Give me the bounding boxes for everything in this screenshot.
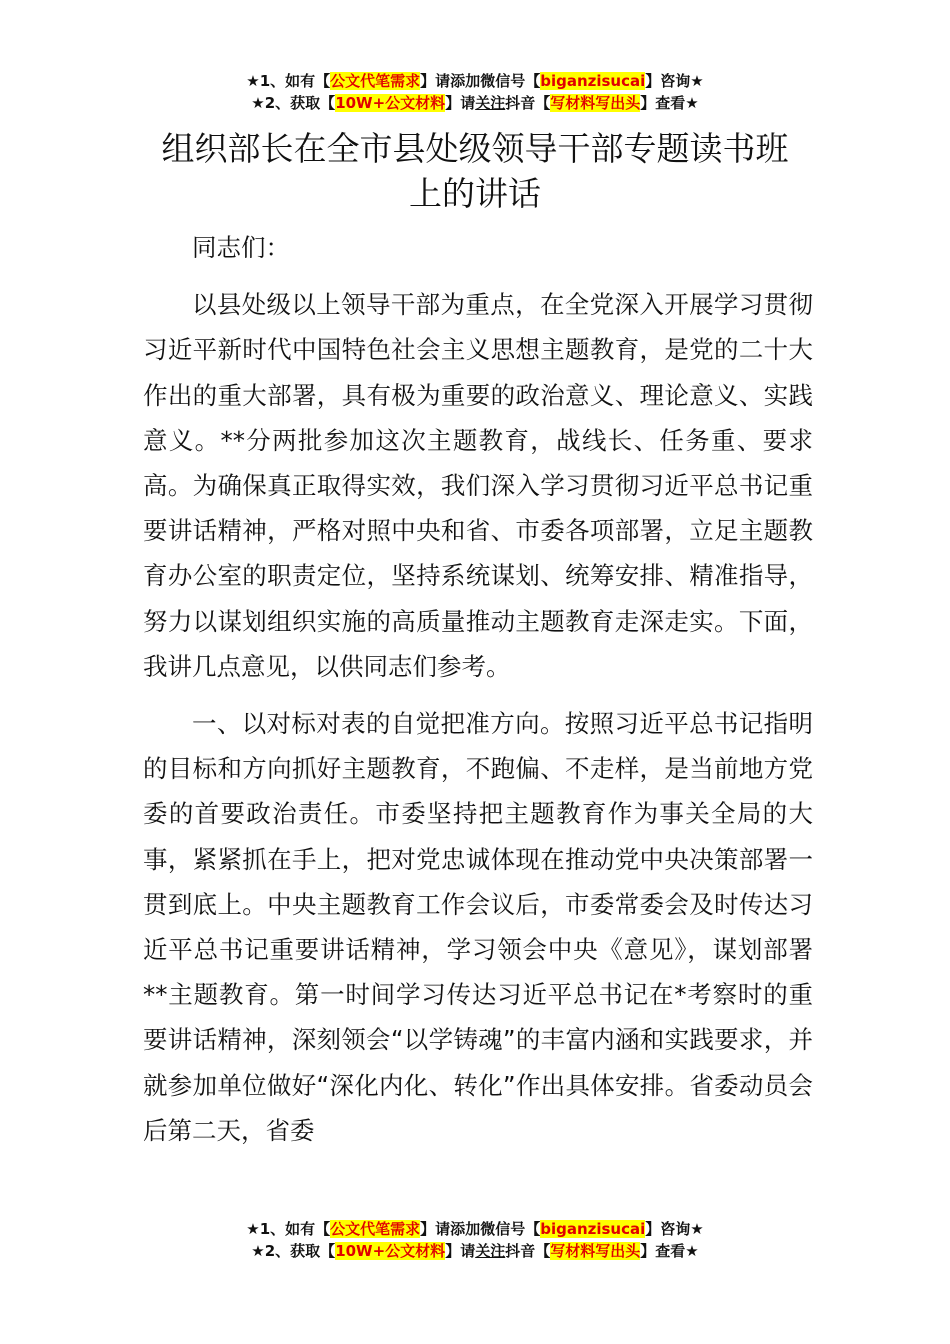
promo-text: 微信号【 — [480, 72, 541, 90]
promo-text: 】咨询★ — [645, 72, 704, 90]
promo-text: 】请添 — [420, 72, 466, 90]
paragraph: 以县处级以上领导干部为重点，在全党深入开展学习贯彻习近平新时代中国特色社会主义思想主题教育，是党的二十大作出的重大部署，具有极为重要的政治意义、理论意义、实践意义。**分两批参加这次主题教育，战线长、任务重、要求高。为确保真正取得实效，我们深入学习贯彻习近平总书记重要讲话精神，严格对照中央和省、市委各项部署，立足主题教育办公室的职责定位，坚持系统谋划、统筹安排、精准指导，努力以谋划组织实施的高质量推动主题教育走深走实。下面，我讲几点意见，以供同志们参考。 — [143, 290, 813, 681]
promo-text: 】请 — [445, 1242, 476, 1260]
promo-emphasis: 加 — [465, 1220, 481, 1238]
paragraph: 一、以对标对表的自觉把准方向。按照习近平总书记指明的目标和方向抓好主题教育，不跑偏、不走样，是当前地方党委的首要政治责任。市委坚持把主题教育作为事关全局的大事，紧紧抓在手上，把对党忠诚体现在推动党中央决策部署一贯到底上。中央主题教育工作会议后，市委常委会及时传达习近平总书记重要讲话精神，学习领会中央《意见》，谋划部署**主题教育。第一时间学习传达习近平总书记在*考察时的重要讲话精神，深刻领会“以学铸魂”的丰富内涵和实践要求，并就参加单位做好“深化内化、转化”作出具体安排。省委动员会后第二天，省委 — [143, 709, 813, 1145]
promo-emphasis: 关注 — [475, 94, 506, 112]
promo-text: ★1、如有【 — [246, 1220, 331, 1238]
promo-text: ★2、获取【 — [251, 94, 336, 112]
header-promo-banner — [0, 70, 950, 114]
promo-line-1 — [0, 70, 950, 92]
title-line-2: 上的讲话 — [409, 174, 541, 213]
promo-text: 抖音【 — [505, 1242, 551, 1260]
promo-highlight: 公文代笔需求 — [330, 1220, 421, 1238]
promo-text: 抖音【 — [505, 94, 551, 112]
promo-text: 】请 — [445, 94, 476, 112]
document-body — [143, 225, 813, 1165]
promo-highlight: 10W+公文材料 — [335, 94, 446, 112]
promo-line-2 — [0, 1240, 950, 1262]
promo-highlight-wechat-id: biganzisucai — [540, 1220, 646, 1238]
promo-line-2 — [0, 92, 950, 114]
promo-emphasis: 加 — [465, 72, 481, 90]
promo-highlight: 10W+公文材料 — [335, 1242, 446, 1260]
title-line-1: 组织部长在全市县处级领导干部专题读书班 — [161, 129, 789, 168]
promo-highlight: 公文代笔需求 — [330, 72, 421, 90]
promo-line-1 — [0, 1218, 950, 1240]
greeting: 同志们： — [192, 233, 290, 262]
promo-text: 】咨询★ — [645, 1220, 704, 1238]
promo-highlight-wechat-id: biganzisucai — [540, 72, 646, 90]
document-title — [120, 126, 830, 216]
promo-text: 】查看★ — [640, 1242, 699, 1260]
promo-text: 】查看★ — [640, 94, 699, 112]
promo-highlight-douyin-id: 写材料写出头 — [550, 1242, 641, 1260]
promo-highlight-douyin-id: 写材料写出头 — [550, 94, 641, 112]
promo-emphasis: 关注 — [475, 1242, 506, 1260]
footer-promo-banner — [0, 1218, 950, 1262]
promo-text: 】请添 — [420, 1220, 466, 1238]
promo-text: 微信号【 — [480, 1220, 541, 1238]
promo-text: ★2、获取【 — [251, 1242, 336, 1260]
promo-text: ★1、如有【 — [246, 72, 331, 90]
